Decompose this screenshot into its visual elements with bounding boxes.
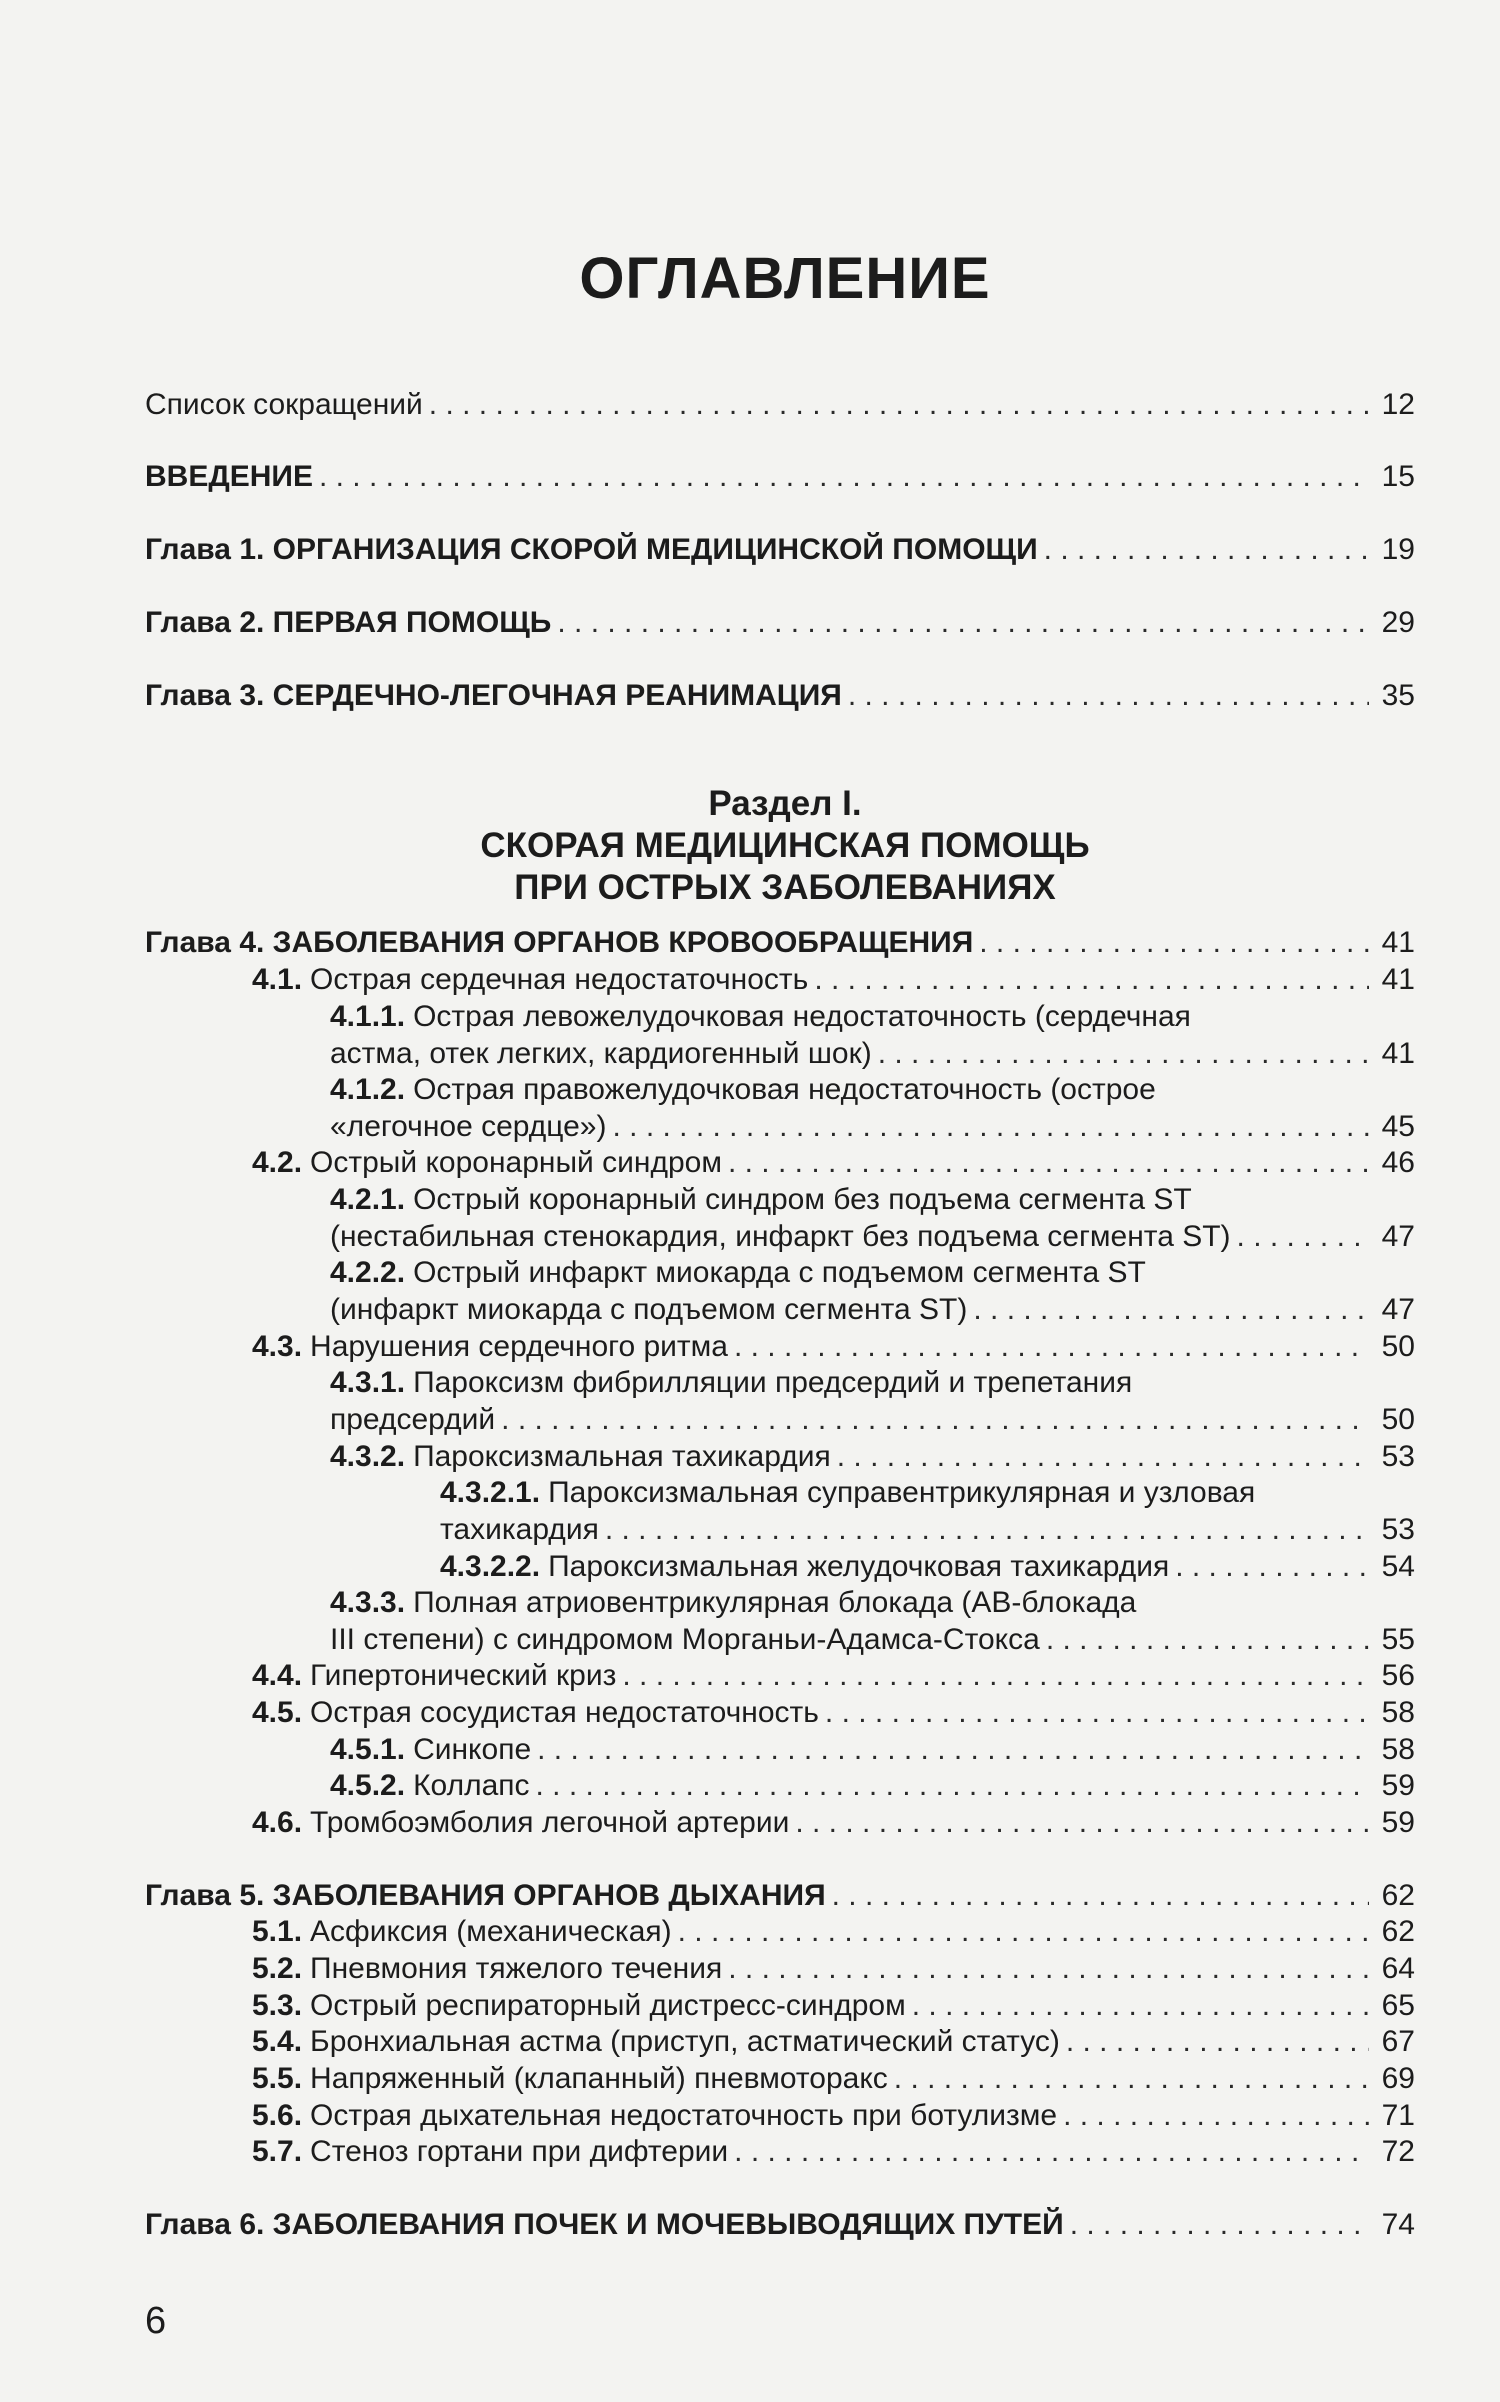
toc-entry-title: (инфаркт миокарда с подъемом сегмента ST) bbox=[330, 1293, 968, 1326]
toc-entry bbox=[252, 2059, 1415, 2097]
toc-entry-number: 5.5. bbox=[252, 2062, 303, 2095]
toc-entry-number: 4.5. bbox=[252, 1696, 303, 1729]
dot-leader bbox=[1070, 2207, 1369, 2243]
toc-entry-number: 4.1.1. bbox=[330, 1000, 406, 1033]
toc-entry-title: Пневмония тяжелого течения bbox=[310, 1952, 723, 1985]
dot-leader bbox=[848, 678, 1369, 714]
toc-entry bbox=[440, 1547, 1415, 1585]
section-line-3: ПРИ ОСТРЫХ ЗАБОЛЕВАНИЯХ bbox=[514, 868, 1056, 907]
toc-entry-title: (нестабильная стенокардия, инфаркт без подъема сегмента ST) bbox=[330, 1220, 1231, 1253]
toc-entry-number: 5.6. bbox=[252, 2099, 303, 2132]
toc-entry bbox=[330, 1363, 1415, 1401]
toc-entry bbox=[252, 1986, 1415, 2024]
toc-entry bbox=[330, 1034, 1415, 1072]
toc-entry-title: Глава 4. ЗАБОЛЕВАНИЯ ОРГАНОВ КРОВООБРАЩЕНИЯ bbox=[145, 926, 974, 959]
toc-entry-title: Пароксизмальная тахикардия bbox=[413, 1440, 831, 1473]
toc-entry bbox=[252, 1949, 1415, 1987]
toc-entry bbox=[252, 1327, 1415, 1365]
toc-entry bbox=[252, 2132, 1415, 2170]
dot-leader bbox=[622, 1658, 1369, 1694]
toc-entry-page: 35 bbox=[1381, 679, 1415, 712]
toc-entry-title: Нарушения сердечного ритма bbox=[310, 1330, 728, 1363]
dot-leader bbox=[612, 1109, 1369, 1145]
toc-entry bbox=[330, 1400, 1415, 1438]
toc-entry-title: Асфиксия (механическая) bbox=[310, 1915, 672, 1948]
section-heading bbox=[0, 783, 1500, 909]
toc-entry bbox=[330, 1107, 1415, 1145]
toc-entry-page: 59 bbox=[1381, 1806, 1415, 1839]
toc-entry-title: Пароксизмальная суправентрикулярная и узловая bbox=[548, 1476, 1256, 1509]
dot-leader bbox=[1063, 2098, 1369, 2134]
toc-entry bbox=[252, 960, 1415, 998]
toc-entry-title: тахикардия bbox=[440, 1513, 599, 1546]
toc-entry bbox=[252, 1912, 1415, 1950]
toc-entry-number: 4.2. bbox=[252, 1146, 303, 1179]
toc-entry bbox=[330, 1253, 1415, 1291]
toc-entry-page: 56 bbox=[1381, 1659, 1415, 1692]
dot-leader bbox=[605, 1512, 1369, 1548]
dot-leader bbox=[537, 1732, 1369, 1768]
toc-entry-number: 4.4. bbox=[252, 1659, 303, 1692]
dot-leader bbox=[734, 1329, 1369, 1365]
toc-entry-page: 41 bbox=[1381, 926, 1415, 959]
toc-entry bbox=[252, 2022, 1415, 2060]
section-line-1: Раздел I. bbox=[708, 784, 862, 823]
dot-leader bbox=[429, 387, 1369, 423]
toc-entry bbox=[330, 1766, 1415, 1804]
page-number: 6 bbox=[145, 2300, 167, 2342]
toc-entry-number: 4.1. bbox=[252, 963, 303, 996]
toc-entry-title: астма, отек легких, кардиогенный шок) bbox=[330, 1037, 872, 1070]
toc-entry bbox=[145, 1876, 1415, 1914]
toc-entry-title: «легочное сердце») bbox=[330, 1110, 607, 1143]
dot-leader bbox=[1044, 532, 1369, 568]
toc-entry-title: Острая сердечная недостаточность bbox=[310, 963, 809, 996]
toc-entry-number: 5.3. bbox=[252, 1989, 303, 2022]
toc-entry bbox=[330, 1070, 1415, 1108]
toc-entry-page: 50 bbox=[1381, 1330, 1415, 1363]
toc-entry-page: 53 bbox=[1381, 1513, 1415, 1546]
toc-entry-number: 4.3.2. bbox=[330, 1440, 406, 1473]
toc-entry bbox=[145, 385, 1415, 423]
toc-entry bbox=[145, 676, 1415, 714]
toc-entry-number: 5.4. bbox=[252, 2025, 303, 2058]
toc-entry-page: 65 bbox=[1381, 1989, 1415, 2022]
toc-entry-page: 74 bbox=[1381, 2208, 1415, 2241]
dot-leader bbox=[1046, 1622, 1369, 1658]
toc-entry-page: 41 bbox=[1381, 1037, 1415, 1070]
dot-leader bbox=[878, 1036, 1369, 1072]
toc-entry bbox=[252, 2096, 1415, 2134]
toc-entry-title: Стеноз гортани при дифтерии bbox=[310, 2135, 729, 2168]
dot-leader bbox=[973, 1292, 1369, 1328]
toc-entry-page: 54 bbox=[1381, 1550, 1415, 1583]
toc-entry-page: 67 bbox=[1381, 2025, 1415, 2058]
dot-leader bbox=[728, 1145, 1369, 1181]
toc-entry-number: 5.7. bbox=[252, 2135, 303, 2168]
toc-entry bbox=[252, 1693, 1415, 1731]
toc-entry-title: Пароксизмальная желудочковая тахикардия bbox=[548, 1550, 1170, 1583]
dot-leader bbox=[319, 459, 1369, 495]
dot-leader bbox=[832, 1878, 1369, 1914]
toc-entry-number: 4.6. bbox=[252, 1806, 303, 1839]
toc-entry-title: Острая сосудистая недостаточность bbox=[310, 1696, 819, 1729]
toc-entry-title: Тромбоэмболия легочной артерии bbox=[310, 1806, 790, 1839]
toc-entry-title: Острая дыхательная недостаточность при ботулизме bbox=[310, 2099, 1058, 2132]
toc-entry-page: 29 bbox=[1381, 606, 1415, 639]
toc-entry-title: III степени) с синдромом Морганьи-Адамса-Стокса bbox=[330, 1623, 1040, 1656]
toc-entry bbox=[252, 1803, 1415, 1841]
toc-entry-page: 50 bbox=[1381, 1403, 1415, 1436]
section-line-2: СКОРАЯ МЕДИЦИНСКАЯ ПОМОЩЬ bbox=[480, 826, 1090, 865]
dot-leader bbox=[825, 1695, 1369, 1731]
toc-entry bbox=[252, 1143, 1415, 1181]
toc-entry-page: 69 bbox=[1381, 2062, 1415, 2095]
toc-entry bbox=[440, 1473, 1415, 1511]
toc-entry bbox=[330, 1180, 1415, 1218]
toc-entry-page: 46 bbox=[1381, 1146, 1415, 1179]
dot-leader bbox=[1175, 1549, 1369, 1585]
toc-entry-title: Глава 2. ПЕРВАЯ ПОМОЩЬ bbox=[145, 606, 552, 639]
toc-entry-page: 41 bbox=[1381, 963, 1415, 996]
toc-entry-page: 53 bbox=[1381, 1440, 1415, 1473]
toc-entry-title: Глава 1. ОРГАНИЗАЦИЯ СКОРОЙ МЕДИЦИНСКОЙ ПОМОЩИ bbox=[145, 533, 1038, 566]
toc-entry-page: 62 bbox=[1381, 1879, 1415, 1912]
toc-entry-title: ВВЕДЕНИЕ bbox=[145, 460, 313, 493]
toc-entry-title: Глава 5. ЗАБОЛЕВАНИЯ ОРГАНОВ ДЫХАНИЯ bbox=[145, 1879, 826, 1912]
toc-entry-title: Острый коронарный синдром без подъема сегмента ST bbox=[413, 1183, 1192, 1216]
dot-leader bbox=[814, 962, 1369, 998]
toc-entry bbox=[440, 1510, 1415, 1548]
dot-leader bbox=[501, 1402, 1369, 1438]
toc-entry bbox=[330, 1437, 1415, 1475]
toc-entry-page: 72 bbox=[1381, 2135, 1415, 2168]
toc-entry-page: 15 bbox=[1381, 460, 1415, 493]
toc-entry-title: Острый коронарный синдром bbox=[310, 1146, 722, 1179]
toc-entry-page: 59 bbox=[1381, 1769, 1415, 1802]
dot-leader bbox=[734, 2134, 1369, 2170]
toc-entry bbox=[145, 923, 1415, 961]
dot-leader bbox=[1066, 2024, 1369, 2060]
toc-entry-number: 4.2.2. bbox=[330, 1256, 406, 1289]
dot-leader bbox=[979, 925, 1369, 961]
dot-leader bbox=[894, 2061, 1369, 2097]
dot-leader bbox=[678, 1914, 1369, 1950]
toc-entry-number: 4.5.1. bbox=[330, 1733, 406, 1766]
dot-leader bbox=[728, 1951, 1369, 1987]
toc-entry bbox=[145, 530, 1415, 568]
toc-entry-number: 4.3.1. bbox=[330, 1366, 406, 1399]
toc-entry-page: 19 bbox=[1381, 533, 1415, 566]
page-title: ОГЛАВЛЕНИЕ bbox=[579, 246, 991, 311]
toc-entry-title: Бронхиальная астма (приступ, астматический статус) bbox=[310, 2025, 1060, 2058]
toc-entry-page: 55 bbox=[1381, 1623, 1415, 1656]
toc-entry bbox=[252, 1656, 1415, 1694]
toc-entry-title: Глава 3. СЕРДЕЧНО-ЛЕГОЧНАЯ РЕАНИМАЦИЯ bbox=[145, 679, 842, 712]
toc-entry-page: 58 bbox=[1381, 1733, 1415, 1766]
toc-entry-number: 5.2. bbox=[252, 1952, 303, 1985]
dot-leader bbox=[557, 605, 1369, 641]
toc-entry-title: Коллапс bbox=[413, 1769, 530, 1802]
dot-leader bbox=[536, 1768, 1369, 1804]
dot-leader bbox=[837, 1439, 1369, 1475]
toc-entry-number: 4.5.2. bbox=[330, 1769, 406, 1802]
toc-entry-page: 64 bbox=[1381, 1952, 1415, 1985]
toc-entry bbox=[330, 1217, 1415, 1255]
toc-entry-title: Острый респираторный дистресс-синдром bbox=[310, 1989, 906, 2022]
toc-entry bbox=[145, 603, 1415, 641]
toc-entry-number: 4.3.2.1. bbox=[440, 1476, 541, 1509]
toc-entry bbox=[145, 2205, 1415, 2243]
toc-entry-title: Напряженный (клапанный) пневмоторакс bbox=[310, 2062, 888, 2095]
toc-entry-page: 58 bbox=[1381, 1696, 1415, 1729]
toc-entry-title: Список сокращений bbox=[145, 388, 423, 421]
toc-entry bbox=[145, 457, 1415, 495]
toc-entry-page: 47 bbox=[1381, 1220, 1415, 1253]
toc-entry-number: 5.1. bbox=[252, 1915, 303, 1948]
toc-entry-number: 4.3.3. bbox=[330, 1586, 406, 1619]
toc-entry-page: 45 bbox=[1381, 1110, 1415, 1143]
toc-entry-title: Острая левожелудочковая недостаточность (сердечная bbox=[413, 1000, 1191, 1033]
toc-entry-title: Синкопе bbox=[413, 1733, 532, 1766]
toc-entry-number: 4.1.2. bbox=[330, 1073, 406, 1106]
toc-entry-title: Острая правожелудочковая недостаточность (острое bbox=[413, 1073, 1156, 1106]
toc-entry bbox=[330, 1730, 1415, 1768]
toc-entry-title: предсердий bbox=[330, 1403, 496, 1436]
toc-entry-title: Пароксизм фибрилляции предсердий и трепетания bbox=[413, 1366, 1133, 1399]
toc-entry bbox=[330, 1290, 1415, 1328]
toc-entry bbox=[330, 1583, 1415, 1621]
toc-entry-number: 4.2.1. bbox=[330, 1183, 406, 1216]
toc-entry-number: 4.3.2.2. bbox=[440, 1550, 541, 1583]
toc-entry-number: 4.3. bbox=[252, 1330, 303, 1363]
toc-entry bbox=[330, 1620, 1415, 1658]
toc-entry-title: Гипертонический криз bbox=[310, 1659, 617, 1692]
toc-entry-page: 62 bbox=[1381, 1915, 1415, 1948]
toc-entry-title: Полная атриовентрикулярная блокада (АВ-блокада bbox=[413, 1586, 1137, 1619]
toc-entry bbox=[330, 997, 1415, 1035]
dot-leader bbox=[795, 1805, 1369, 1841]
toc-entry-title: Глава 6. ЗАБОЛЕВАНИЯ ПОЧЕК И МОЧЕВЫВОДЯЩИХ ПУТЕЙ bbox=[145, 2208, 1064, 2241]
toc-entry-title: Острый инфаркт миокарда с подъемом сегмента ST bbox=[413, 1256, 1146, 1289]
dot-leader bbox=[1237, 1219, 1369, 1255]
toc-entry-page: 12 bbox=[1381, 388, 1415, 421]
toc-entry-page: 47 bbox=[1381, 1293, 1415, 1326]
toc-entry-page: 71 bbox=[1381, 2099, 1415, 2132]
dot-leader bbox=[912, 1988, 1369, 2024]
